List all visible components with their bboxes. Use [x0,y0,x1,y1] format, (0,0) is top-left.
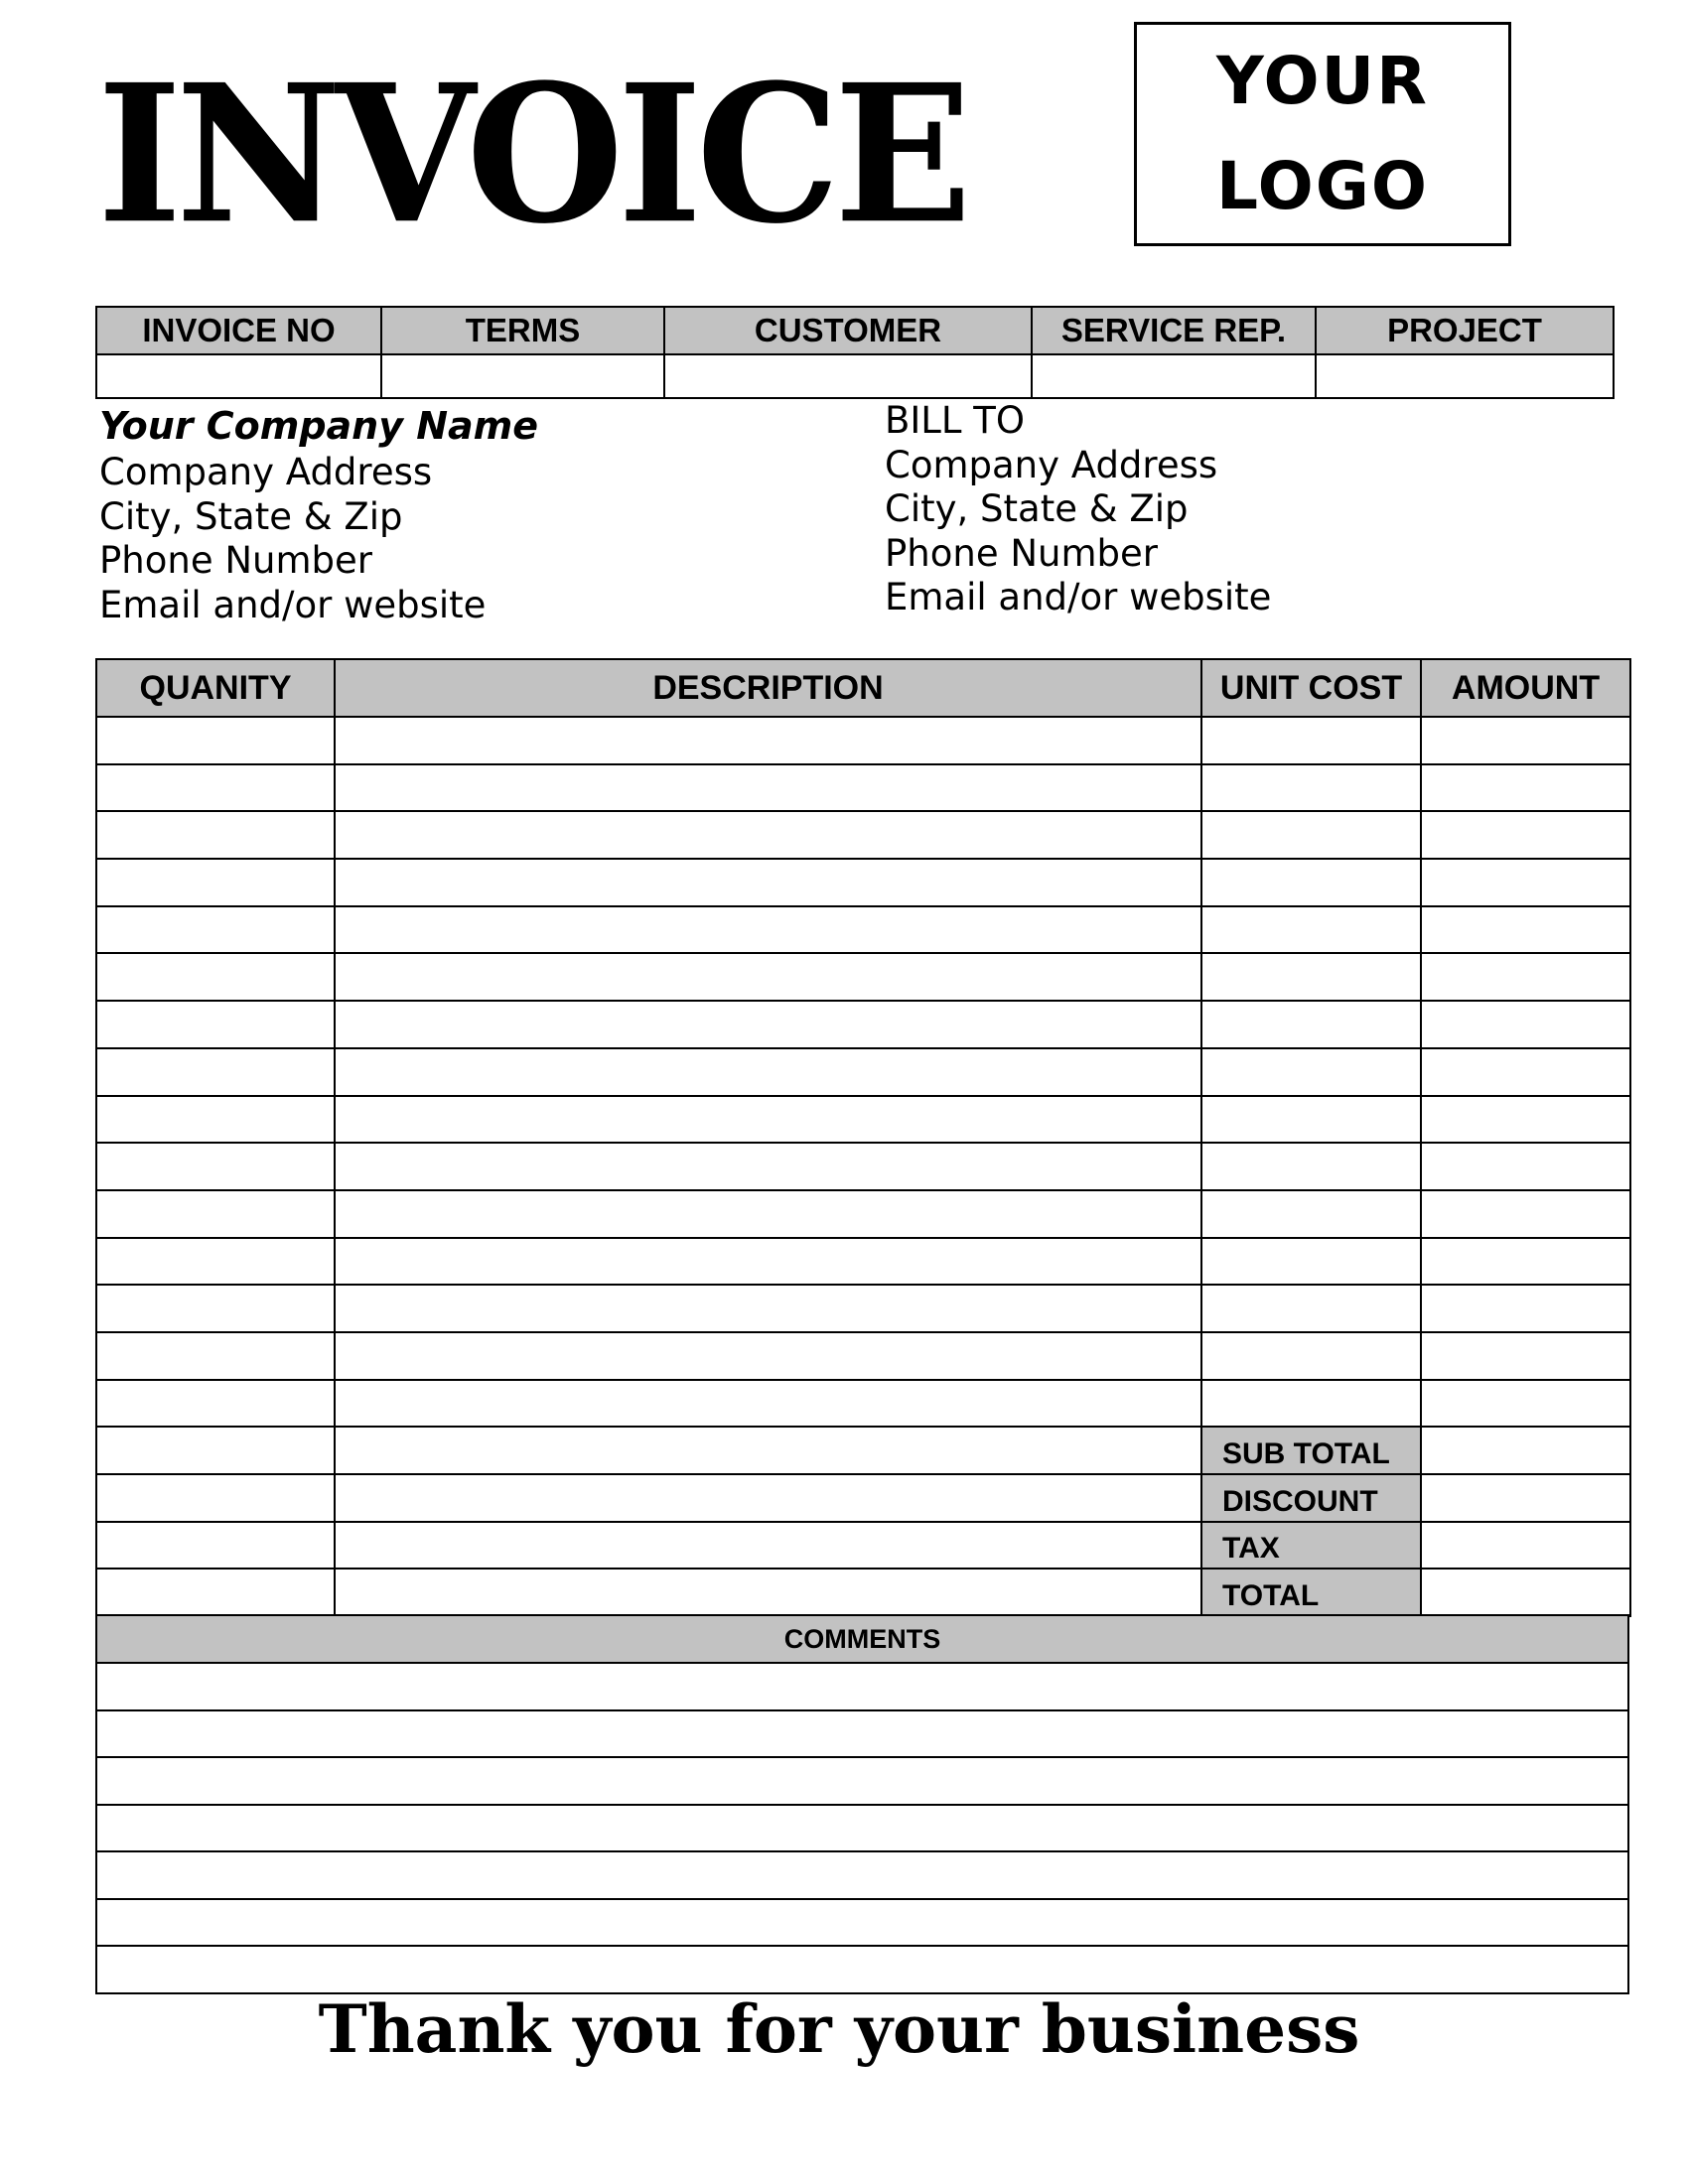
totals-row [96,1569,1630,1616]
bill-to-block [885,399,1271,620]
line-item-row [96,906,1630,954]
sub-total-label: SUB TOTAL [1201,1427,1421,1474]
header-description: DESCRIPTION [335,659,1201,717]
bill-to-address: Company Address [885,443,1218,486]
quantity-cell[interactable] [96,764,335,812]
quantity-cell[interactable] [96,717,335,764]
service-rep-field[interactable] [1032,354,1316,398]
company-email: Email and/or website [99,583,487,626]
unit-cost-cell[interactable] [1201,953,1421,1001]
line-item-row [96,859,1630,906]
header-unit-cost: UNIT COST [1201,659,1421,717]
line-item-row [96,953,1630,1001]
company-city: City, State & Zip [99,494,403,538]
quantity-cell[interactable] [96,1380,335,1428]
header-amount: AMOUNT [1421,659,1630,717]
line-item-row [96,1190,1630,1238]
amount-cell[interactable] [1421,953,1630,1001]
comment-line[interactable] [96,1805,1628,1852]
description-cell[interactable] [335,1522,1201,1570]
comment-line[interactable] [96,1663,1628,1710]
amount-cell[interactable] [1421,1048,1630,1096]
comment-line[interactable] [96,1899,1628,1947]
unit-cost-cell[interactable] [1201,1190,1421,1238]
logo-line-2: LOGO [1215,148,1430,224]
unit-cost-cell[interactable] [1201,906,1421,954]
line-item-row [96,1143,1630,1190]
thank-you-message: Thank you for your business [318,1990,1360,2068]
line-item-row [96,764,1630,812]
comment-line[interactable] [96,1710,1628,1758]
line-items-table [95,658,1631,1617]
description-cell[interactable] [335,1190,1201,1238]
description-cell[interactable] [335,1048,1201,1096]
line-item-row [96,1380,1630,1428]
quantity-cell[interactable] [96,1096,335,1144]
project-field[interactable] [1316,354,1614,398]
description-cell[interactable] [335,1001,1201,1048]
quantity-cell[interactable] [96,859,335,906]
quantity-cell[interactable] [96,1474,335,1522]
totals-row [96,1427,1630,1474]
quantity-cell[interactable] [96,1285,335,1332]
company-block [99,401,538,627]
bill-to-city: City, State & Zip [885,487,1189,530]
description-cell[interactable] [335,764,1201,812]
header-invoice-no: INVOICE NO [96,307,381,354]
description-cell[interactable] [335,1238,1201,1286]
comment-row [96,1899,1628,1947]
comment-line[interactable] [96,1757,1628,1805]
amount-cell[interactable] [1421,811,1630,859]
logo-placeholder [1134,22,1511,246]
terms-field[interactable] [381,354,664,398]
line-item-row [96,811,1630,859]
amount-cell[interactable] [1421,1380,1630,1428]
unit-cost-cell[interactable] [1201,1143,1421,1190]
description-cell[interactable] [335,811,1201,859]
quantity-cell[interactable] [96,1190,335,1238]
unit-cost-cell[interactable] [1201,764,1421,812]
description-cell[interactable] [335,953,1201,1001]
company-name: Your Company Name [99,404,539,448]
unit-cost-cell[interactable] [1201,1048,1421,1096]
amount-cell[interactable] [1421,1285,1630,1332]
comment-row [96,1663,1628,1710]
tax-label: TAX [1201,1522,1421,1570]
amount-cell[interactable] [1421,717,1630,764]
line-item-row [96,1048,1630,1096]
header-service-rep: SERVICE REP. [1032,307,1316,354]
quantity-cell[interactable] [96,1332,335,1380]
description-cell[interactable] [335,859,1201,906]
line-item-row [96,1001,1630,1048]
line-item-row [96,1285,1630,1332]
quantity-cell[interactable] [96,811,335,859]
description-cell[interactable] [335,1380,1201,1428]
comment-row [96,1757,1628,1805]
header-customer: CUSTOMER [664,307,1032,354]
unit-cost-cell[interactable] [1201,717,1421,764]
comment-row [96,1710,1628,1758]
total-label: TOTAL [1201,1569,1421,1616]
comment-row [96,1851,1628,1899]
amount-cell[interactable] [1421,906,1630,954]
discount-label: DISCOUNT [1201,1474,1421,1522]
header-project: PROJECT [1316,307,1614,354]
unit-cost-cell[interactable] [1201,811,1421,859]
amount-cell[interactable] [1421,859,1630,906]
unit-cost-cell[interactable] [1201,859,1421,906]
header-quantity: QUANITY [96,659,335,717]
amount-cell[interactable] [1421,1190,1630,1238]
description-cell[interactable] [335,1569,1201,1616]
header-comments: COMMENTS [96,1615,1628,1663]
description-cell[interactable] [335,1096,1201,1144]
quantity-cell[interactable] [96,1522,335,1570]
line-item-row [96,1096,1630,1144]
comment-row [96,1946,1628,1993]
description-cell[interactable] [335,1285,1201,1332]
tax-field[interactable] [1421,1522,1630,1570]
unit-cost-cell[interactable] [1201,1380,1421,1428]
quantity-cell[interactable] [96,1569,335,1616]
quantity-cell[interactable] [96,1001,335,1048]
bill-to-label: BILL TO [885,399,1026,442]
amount-cell[interactable] [1421,1238,1630,1286]
line-item-row [96,717,1630,764]
description-cell[interactable] [335,1143,1201,1190]
description-cell[interactable] [335,1427,1201,1474]
amount-cell[interactable] [1421,1143,1630,1190]
logo-line-1: YOUR [1216,43,1429,119]
comment-line[interactable] [96,1851,1628,1899]
unit-cost-cell[interactable] [1201,1332,1421,1380]
amount-cell[interactable] [1421,1001,1630,1048]
line-item-row [96,1238,1630,1286]
totals-row [96,1522,1630,1570]
amount-cell[interactable] [1421,1332,1630,1380]
invoice-title: INVOICE [97,42,966,266]
bill-to-phone: Phone Number [885,531,1159,575]
comment-line[interactable] [96,1946,1628,1993]
description-cell[interactable] [335,717,1201,764]
invoice-info-table [95,306,1615,399]
customer-field[interactable] [664,354,1032,398]
quantity-cell[interactable] [96,1238,335,1286]
sub-total-field[interactable] [1421,1427,1630,1474]
unit-cost-cell[interactable] [1201,1096,1421,1144]
description-cell[interactable] [335,906,1201,954]
bill-to-email: Email and/or website [885,576,1272,618]
totals-row [96,1474,1630,1522]
quantity-cell[interactable] [96,1427,335,1474]
quantity-cell[interactable] [96,906,335,954]
description-cell[interactable] [335,1474,1201,1522]
discount-field[interactable] [1421,1474,1630,1522]
amount-cell[interactable] [1421,764,1630,812]
quantity-cell[interactable] [96,1048,335,1096]
comment-row [96,1805,1628,1852]
comments-table [95,1614,1629,1994]
description-cell[interactable] [335,1332,1201,1380]
quantity-cell[interactable] [96,1143,335,1190]
invoice-no-field[interactable] [96,354,381,398]
total-field[interactable] [1421,1569,1630,1616]
unit-cost-cell[interactable] [1201,1285,1421,1332]
unit-cost-cell[interactable] [1201,1001,1421,1048]
unit-cost-cell[interactable] [1201,1238,1421,1286]
company-phone: Phone Number [99,539,373,582]
company-address: Company Address [99,451,433,493]
amount-cell[interactable] [1421,1096,1630,1144]
header-terms: TERMS [381,307,664,354]
quantity-cell[interactable] [96,953,335,1001]
line-item-row [96,1332,1630,1380]
